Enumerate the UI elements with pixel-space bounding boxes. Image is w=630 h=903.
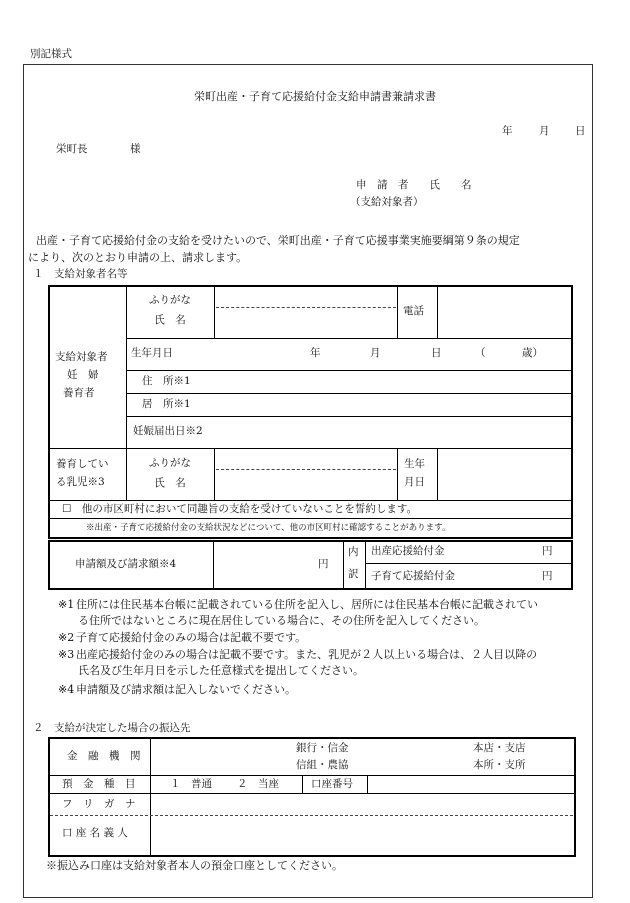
form-frame: [23, 64, 593, 898]
infant-furigana-label: ふりがな: [149, 457, 191, 469]
addressee-honorific: 様: [130, 143, 141, 155]
pregnancy-date-label: 妊娠届出日※2: [133, 425, 203, 437]
age-label: 歳）: [522, 347, 543, 359]
section2-heading: ２ 支給が決定した場合の振込先: [33, 722, 191, 734]
breakdown-label-line2: 訳: [348, 568, 359, 580]
date-day-label: 日: [575, 125, 586, 137]
form-label: 別記様式: [30, 48, 72, 60]
amount-label: 申請額及び請求額※4: [75, 558, 177, 570]
note-4-mark: ※4: [58, 683, 75, 696]
birthdate-month-label: 月: [370, 347, 381, 359]
account-number-label: 口座番号: [311, 778, 353, 790]
institution-label: 金 融 機 関: [67, 750, 141, 762]
note-2-line1: 子育て応援給付金のみの場合は記載不要です。: [76, 631, 307, 644]
pledge-checkbox-statement[interactable]: ☐ 他の市区町村において同趣旨の支給を受けていないことを誓約します。: [62, 503, 418, 515]
note-3-line1: 出産応援給付金のみの場合は記載不要です。また、乳児が２人以上いる場合は、２人目以降の: [76, 648, 538, 661]
age-open-paren: （: [475, 347, 486, 359]
note-1-line1: 住所には住民基本台帳に記載されている住所を記入し、居所には住民基本台帳に記載されてい: [76, 598, 538, 611]
note-4-line1: 申請額及び請求額は記入しないでください。: [76, 683, 296, 696]
child-grant-label: 子育て応援給付金: [371, 570, 455, 582]
infant-birth-label-line1: 生年: [404, 458, 425, 470]
infant-label-line2: る乳児※3: [56, 476, 105, 488]
furigana-label: ふりがな: [149, 294, 191, 306]
birthdate-year-label: 年: [310, 347, 321, 359]
form-title: 栄町出産・子育て応援給付金支給申請書兼請求書: [194, 90, 436, 103]
note-3-line2: 氏名及び生年月日を示した任意様式を提出してください。: [78, 664, 364, 677]
addressee-name: 栄町長: [56, 143, 88, 155]
phone-label: 電話: [403, 305, 424, 317]
account-type-current[interactable]: ２ 当座: [237, 778, 279, 790]
address-label: 住 所※1: [142, 375, 191, 387]
bank-type-line1: 銀行・信金: [296, 742, 349, 754]
amount-unit: 円: [318, 558, 329, 570]
group-label-line1: 支給対象者: [55, 351, 108, 363]
section1-heading: １ 支給対象者名等: [33, 268, 128, 280]
infant-label-line1: 養育してい: [56, 458, 109, 470]
applicant-sub-label: （支給対象者）: [350, 196, 424, 208]
applicant-label: 申 請 者 氏 名: [356, 179, 472, 191]
account-type-label: 預 金 種 目: [62, 778, 136, 790]
branch-type-line1: 本店・支店: [473, 742, 526, 754]
child-grant-unit: 円: [542, 570, 553, 582]
date-month-label: 月: [539, 125, 550, 137]
pledge-note: ※出産・子育て応援給付金の支給状況などについて、他の市区町村に確認することがあります。: [86, 523, 451, 533]
account-holder-label: 口 座 名 義 人: [62, 827, 128, 839]
note-3-mark: ※3: [58, 648, 75, 661]
date-year-label: 年: [502, 125, 513, 137]
birth-grant-unit: 円: [542, 545, 553, 557]
infant-birth-label-line2: 月日: [404, 476, 425, 488]
bank-type-line2: 信組・農協: [296, 759, 349, 771]
note-1-mark: ※1: [58, 598, 75, 611]
kana-label: フ リ ガ ナ: [62, 798, 136, 810]
bank-footer-note: ※振込み口座は支給対象者本人の預金口座としてください。: [46, 859, 343, 872]
intro-text-line2: により、次のとおり申請の上、請求します。: [28, 251, 248, 264]
breakdown-label-line1: 内: [348, 546, 359, 558]
group-label-line3: 養育者: [63, 387, 95, 399]
residence-label: 居 所※1: [142, 398, 191, 410]
birthdate-day-label: 日: [431, 347, 442, 359]
group-label-line2: 妊 婦: [67, 369, 99, 381]
note-1-line2: る住所ではないところに現在居住している場合に、その住所を記入してください。: [78, 614, 485, 627]
infant-name-label: 氏 名: [154, 477, 186, 489]
intro-text-line1: 出産・子育て応援給付金の支給を受けたいので、栄町出産・子育て応援事業実施要綱第９条の規定: [36, 234, 520, 247]
note-2-mark: ※2: [58, 631, 75, 644]
branch-type-line2: 本所・支所: [473, 759, 526, 771]
account-type-ordinary[interactable]: １ 普通: [170, 778, 212, 790]
name-label: 氏 名: [154, 314, 186, 326]
birth-grant-label: 出産応援給付金: [371, 545, 445, 557]
birthdate-label: 生年月日: [131, 347, 173, 359]
